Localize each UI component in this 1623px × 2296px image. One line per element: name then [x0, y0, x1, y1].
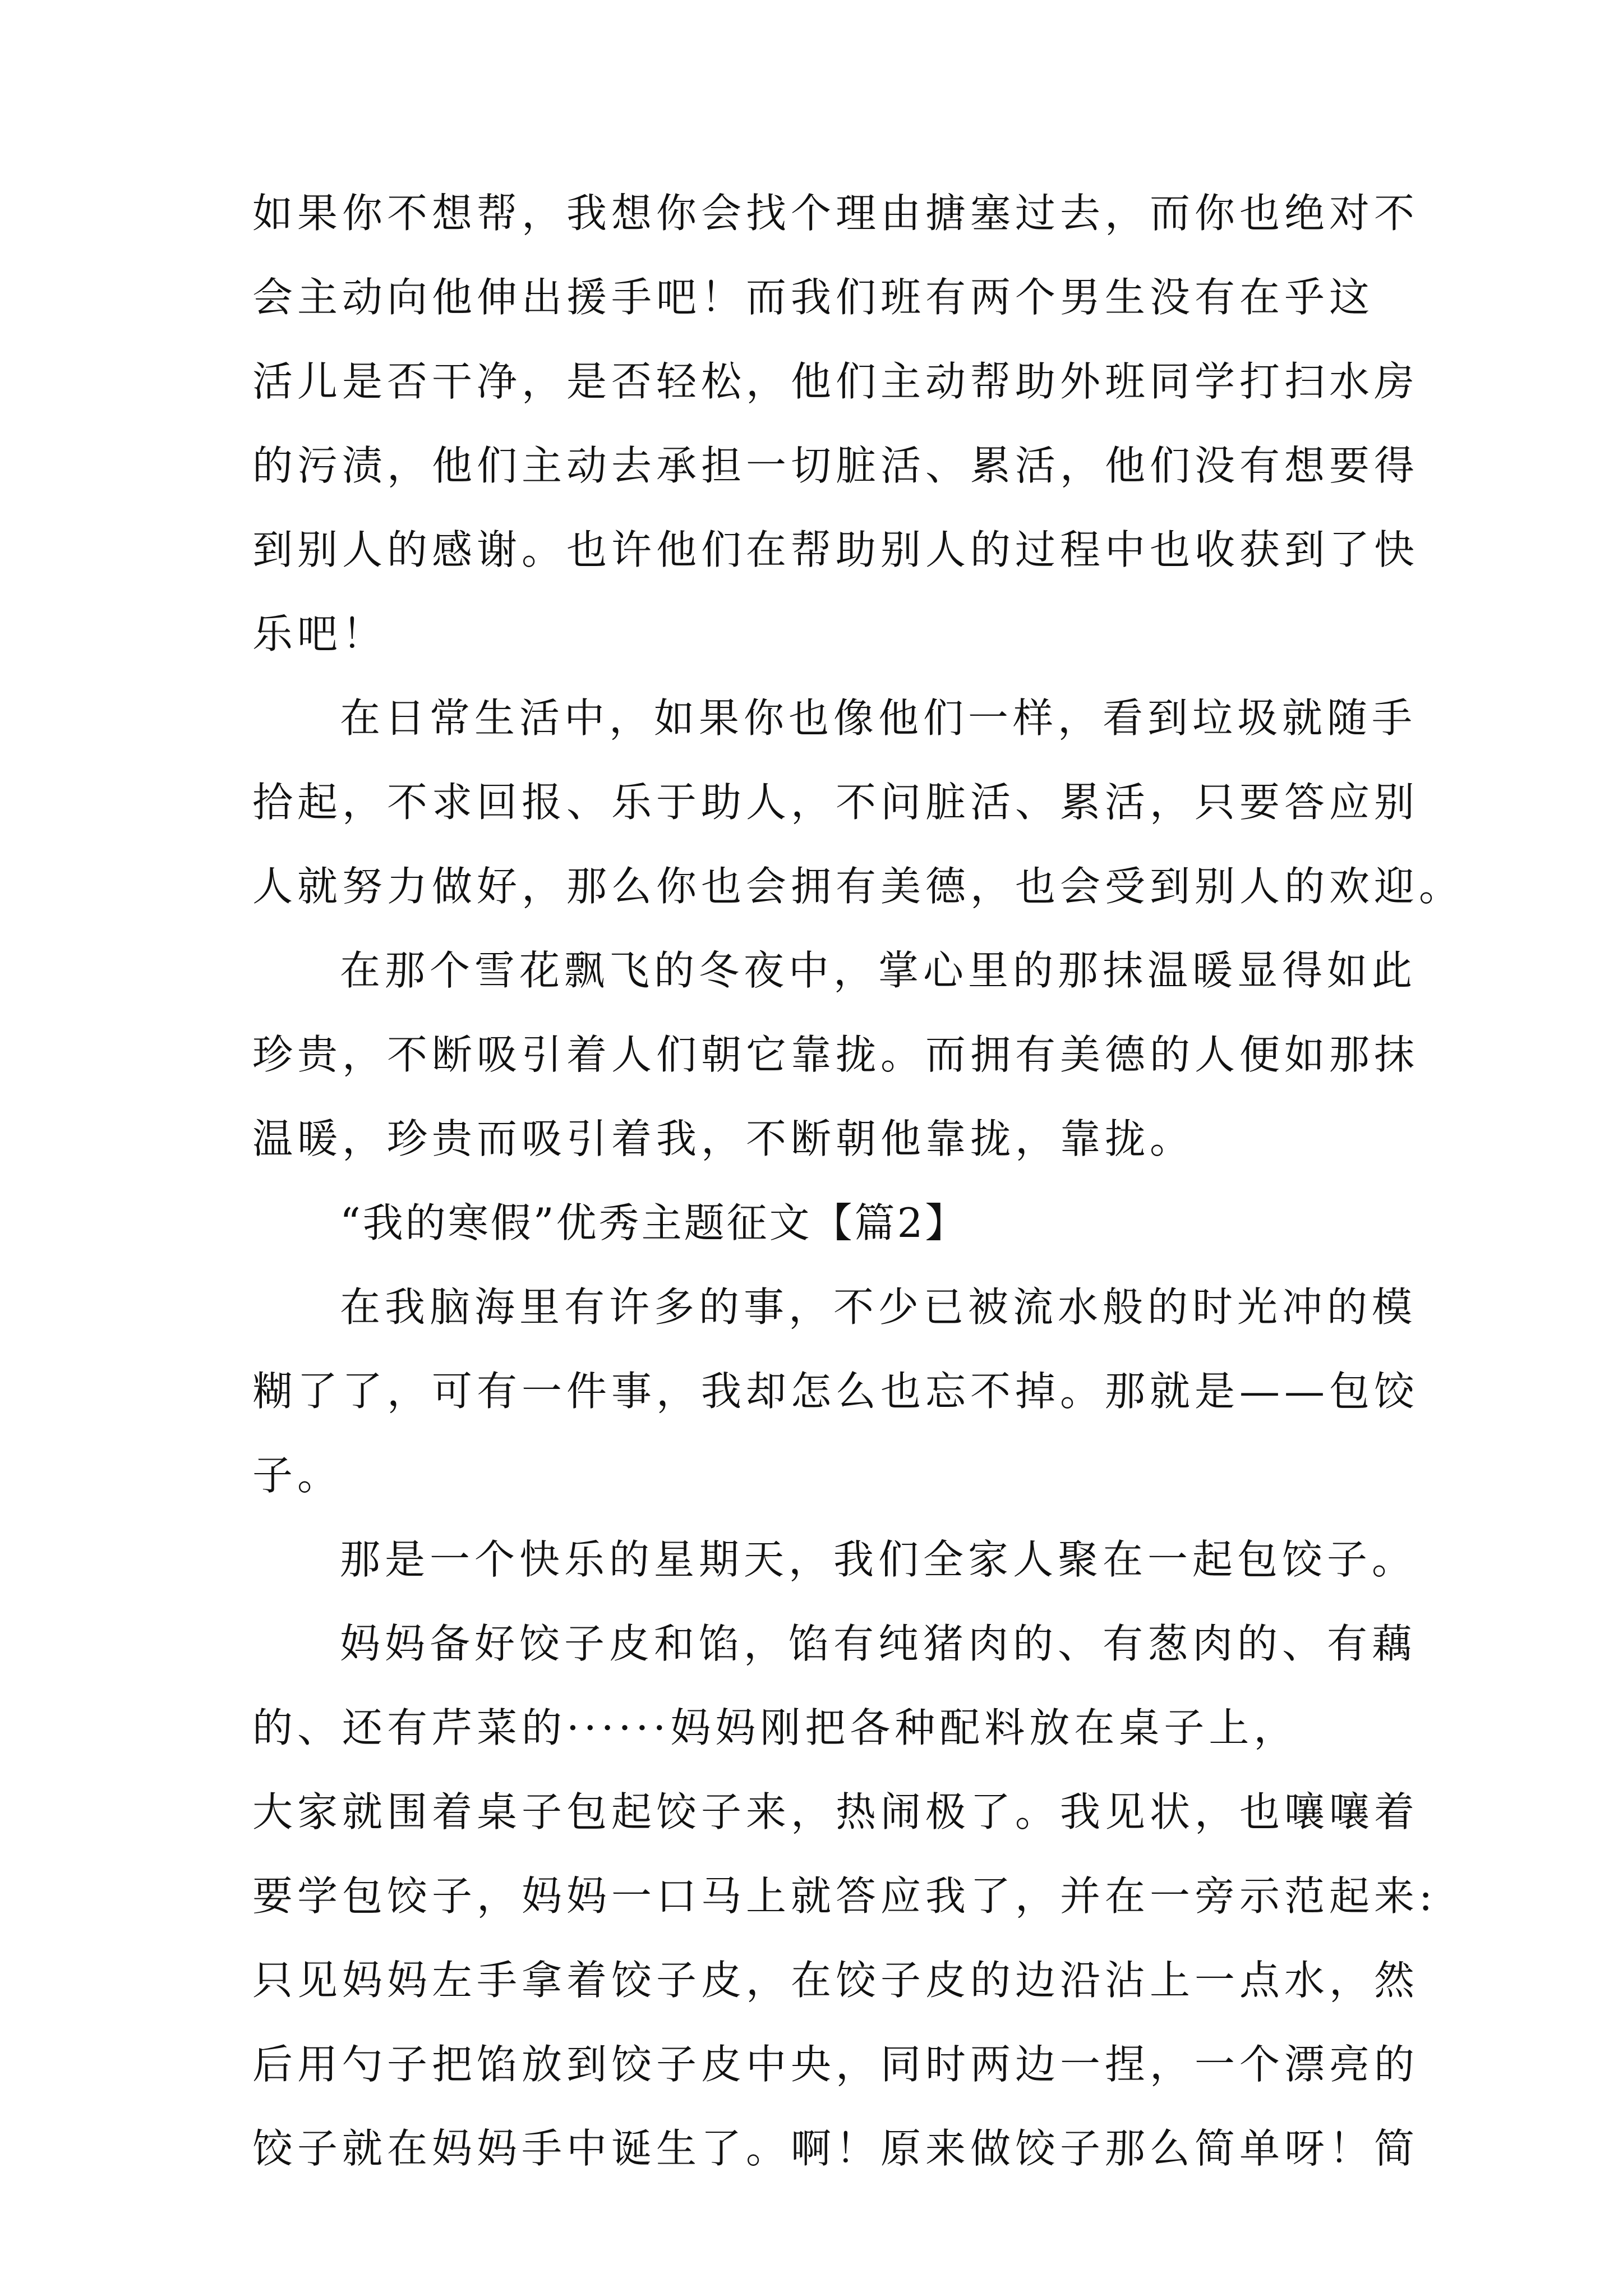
paragraph-first-line: 妈妈备好饺子皮和馅，馅有纯猪肉的、有葱肉的、有藕: [340, 1620, 1417, 1667]
text-line: 只见妈妈左手拿着饺子皮，在饺子皮的边沿沾上一点水，然: [252, 1957, 1419, 2004]
paragraph-first-line: 在日常生活中，如果你也像他们一样，看到垃圾就随手: [340, 694, 1417, 742]
section-heading: “我的寒假”优秀主题征文【篇2】: [340, 1199, 968, 1246]
text-line: 子。: [252, 1452, 343, 1499]
paragraph-first-line: 在我脑海里有许多的事，不少已被流水般的时光冲的模: [340, 1283, 1417, 1331]
text-line: 糊了了，可有一件事，我却怎么也忘不掉。那就是——包饺: [252, 1368, 1419, 1415]
text-line: 会主动向他伸出援手吧！而我们班有两个男生没有在乎这: [252, 274, 1375, 321]
text-line: 的、还有芹菜的······妈妈刚把各种配料放在桌子上，: [252, 1704, 1299, 1751]
text-line: 人就努力做好，那么你也会拥有美德，也会受到别人的欢迎。: [252, 863, 1464, 910]
text-line: 大家就围着桌子包起饺子来，热闹极了。我见状，也嚷嚷着: [252, 1788, 1419, 1835]
text-line: 乐吧！: [252, 610, 388, 657]
text-line: 后用勺子把馅放到饺子皮中央，同时两边一捏，一个漂亮的: [252, 2041, 1419, 2088]
text-line: 温暖，珍贵而吸引着我，不断朝他靠拢，靠拢。: [252, 1115, 1195, 1162]
text-line: 如果你不想帮，我想你会找个理由搪塞过去，而你也绝对不: [252, 190, 1419, 237]
text-line: 珍贵，不断吸引着人们朝它靠拢。而拥有美德的人便如那抹: [252, 1031, 1419, 1078]
text-line: 活儿是否干净，是否轻松，他们主动帮助外班同学打扫水房: [252, 358, 1419, 405]
paragraph-first-line: 那是一个快乐的星期天，我们全家人聚在一起包饺子。: [340, 1536, 1417, 1583]
text-line: 饺子就在妈妈手中诞生了。啊！原来做饺子那么简单呀！简: [252, 2125, 1419, 2172]
text-line: 要学包饺子，妈妈一口马上就答应我了，并在一旁示范起来:: [252, 1872, 1437, 1920]
text-line: 拾起，不求回报、乐于助人，不问脏活、累活，只要答应别: [252, 779, 1419, 826]
text-line: 的污渍，他们主动去承担一切脏活、累活，他们没有想要得: [252, 442, 1419, 489]
text-line: 到别人的感谢。也许他们在帮助别人的过程中也收获到了快: [252, 526, 1419, 573]
paragraph-first-line: 在那个雪花飘飞的冬夜中，掌心里的那抹温暖显得如此: [340, 947, 1417, 994]
